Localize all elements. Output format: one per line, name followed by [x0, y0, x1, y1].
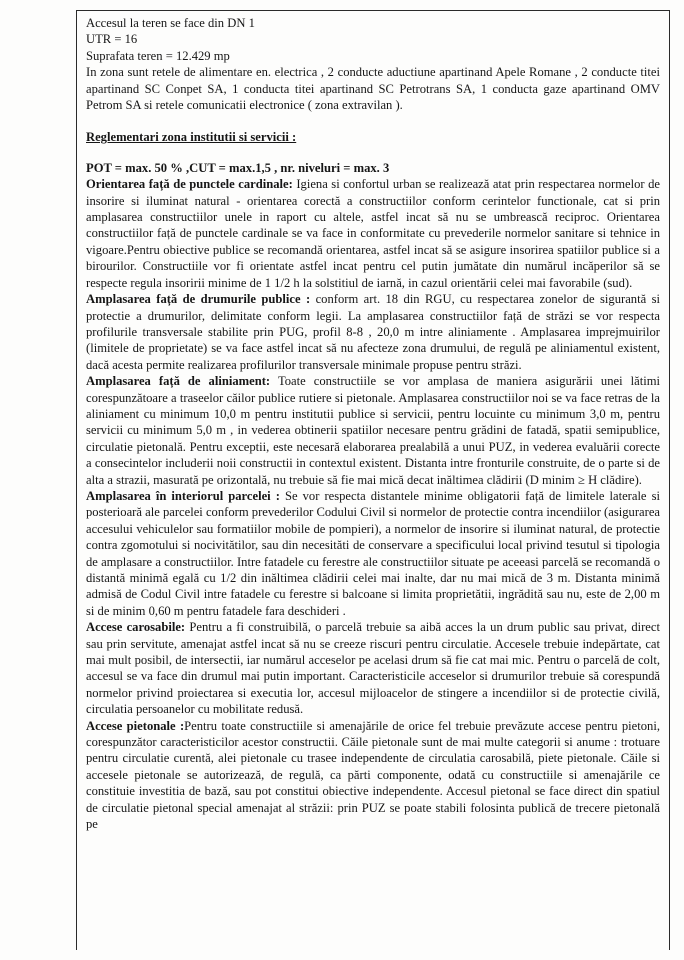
paragraph-body: Igiena si confortul urban se realizează atat prin respectarea normelor de insorire si iluminat natural - orientarea corectă a constructiilor conform cerintelor functionale, cat si prin amplasarea constructiilor unele in raport cu altele, astfel incat să nu se umbrească reciproc. Orientarea constructiilor față de punctele cardinale se va face in conformitate cu prevederile normelor sanitare si tehnice in vigoare.Pentru obiective publice se recomandă orientarea, astfel incat să se asigure insorirea spatiilor publice si a birourilor. Constructiile vor fi orientate astfel incat pentru cel putin jumătate din numărul incăperilor să se respecte regula insoririi minime de 1 1/2 h la solstitiul de iarnă, in cazul orientării celei mai favorabile (sud). [86, 177, 660, 290]
access-line: Accesul la teren se face din DN 1 [86, 16, 255, 30]
paragraph-vehicle-access [86, 619, 660, 717]
paragraph-body: Toate constructiile se vor amplasa de maniera asigurării unei lătimi corespunzătoare a traseelor căilor publice rutiere si pietonale. Amplasarea constructiilor noi se va face retras de la aliniament cu minimum 10,0 m pentru institutii publice si servicii, pentru locuinte cu minimum 3,0 m, pentru servicii cu minimum 5,0 m , in vederea obtinerii spatiilor necesare pentru grădini de fatadă, spatii semipublice, circulatie pietonală. Pentru exceptii, este necesară elaborarea prealabilă a unui PUZ, in vederea evaluării corecte a consecintelor includerii noii constructii in contextul existent. Distanta intre fronturile construite, de o parte si de alta a strazii, masurată pe orizontală, nu trebuie să fie mai mică decat inăltimea clădirii (D minim ≥ H clădire). [86, 374, 661, 487]
paragraph-title: Amplasarea în interiorul parcelei : [86, 488, 280, 503]
document-body [77, 11, 669, 833]
paragraph-public-roads [86, 291, 660, 373]
paragraph-body: Pentru a fi construibilă, o parcelă trebuie sa aibă acces la un drum public sau privat, direct sau prin servitute, amenajat astfel incat să nu se creeze riscuri pentru circulatie. Accesele trebuie indepărtate, cat mai mult posibil, de intersectii, iar numărul acceselor pe acelasi drum să fie cat mai mic. Pentru o parcelă de colt, accesul se va face din drumul mai putin important. Caracteristicile acceselor si drumurilor trebuie să corespundă normelor privind proiectarea si executia lor, accesul mijloacelor de stingere a incendiilor si de protectie civilă, circulatia persoanelor cu mobilitate redusă. [86, 620, 660, 717]
paragraph-title: Accese carosabile: [86, 620, 186, 635]
paragraph-body: conform art. 18 din RGU, cu respectarea zonelor de sigurantă si protectie a drumurilor, delimitate conform legii. La amplasarea constructiilor față de străzi se vor respecta profilurile transversale stabilite prin PUG, profil 8-8 , 20,0 m intre aliniamente . Amplasarea imprejmuirilor (limitele de proprietate) se va face astfel incat să nu afecteze zona drumului, de regulă pe aliniamentul existent, dacă acesta permite realizarea profilurilor transversale minimale propuse pentru străzi. [86, 292, 660, 372]
indicators-line: POT = max. 50 % ,CUT = max.1,5 , nr. niveluri = max. 3 [86, 160, 390, 175]
paragraph-title: Orientarea față de punctele cardinale: [86, 177, 293, 192]
utr-line: UTR = 16 [86, 32, 138, 47]
section-heading-text: Reglementari zona institutii si servicii : [86, 130, 297, 145]
surface-line: Suprafata teren = 12.429 mp [86, 48, 230, 63]
paragraph-pedestrian-access [86, 718, 660, 833]
page-frame [76, 10, 670, 950]
paragraph-title: Accese pietonale : [86, 718, 185, 733]
paragraph-body: Se vor respecta distantele minime obligatorii față de limitele laterale si posterioară ale parcelei conform prevederilor Codului Civil si normelor de protectie contra incendiilor (asigurarea accesului vehiculelor sau formatiilor mobile de pompieri), a normelor de insorire si iluminat natural, de protectie contra zgomotului si nocivitătilor, sau din necesităti de conservare a specificului local privind tesutul si tipologia de amplasare a constructiilor. Intre fatadele cu ferestre ale constructiilor situate pe aceeasi parcelă se recomandă o distantă minimă egală cu 1/2 din inăltimea clădirii celei mai inalte, dar nu mai mică de 3 m. Distanta minimă admisă de Codul Civil intre fatadele cu ferestre si balcoane si limita proprietătii, ingrădită sau nu, este de 2,00 m si de minim 0,60 m pentru fatadele fara deschideri . [86, 488, 660, 618]
utilities-line: In zona sunt retele de alimentare en. electrica , 2 conducte aductiune apartinand Apele Romane , 2 conducte titei apartinand SC Conpet SA, 1 conducta titei apartinand SC Petrotrans SA, 1 conducta gaze apartinand OMV Petrom SA si retele comunicatii electronice ( zona extravilan ). [86, 65, 660, 113]
paragraph-orientation [86, 176, 660, 291]
paragraph-title: Amplasarea față de drumurile publice : [86, 292, 311, 307]
paragraph-body: Pentru toate constructiile si amenajările de orice fel trebuie prevăzute accese pentru pietoni, corespunzător caracteristicilor acestor constructii. Căile pietonale sunt de mai multe categorii si anume : trotuare pentru circulatie curentă, alei pietonale cu trasee independente de circulatia carosabilă, piete pietonale. Căile si accesele pietonale se autorizează, de regulă, ca părti componente, odată cu constructiile si amenajările ce constituie investitia de bază, sau pot constitui obiective independente. Accesul pietonal se face direct din spatiul de circulatie pietonal special amenajat al străzii: prin PUZ se poate stabili folosinta publică de trecere pietonală pe [86, 718, 660, 832]
paragraph-inside-parcel [86, 488, 660, 619]
paragraph-title: Amplasarea față de aliniament: [86, 374, 271, 389]
section-heading [86, 129, 660, 145]
paragraph-alignment [86, 373, 660, 488]
